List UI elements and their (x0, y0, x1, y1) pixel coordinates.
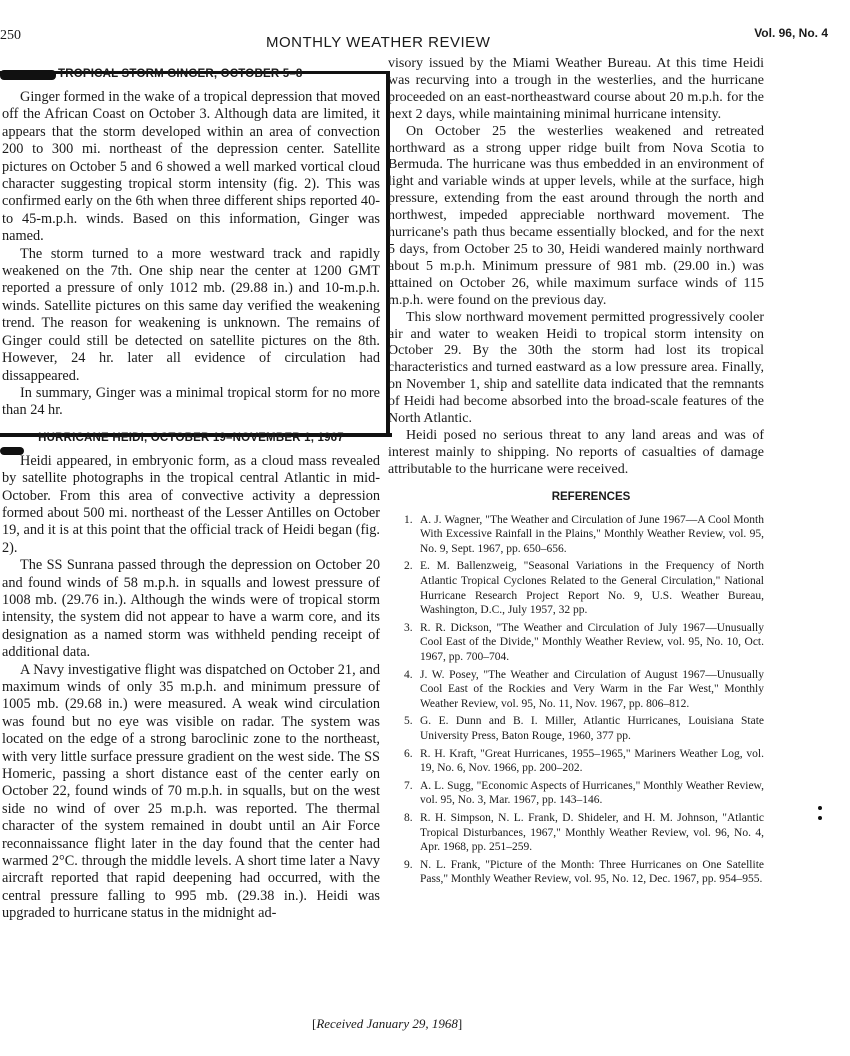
volume-label: Vol. 96, No. 4 (754, 26, 828, 40)
reference-text: R. H. Kraft, "Great Hurricanes, 1955–1965," Mariners Weather Log, vol. 19, No. 6, Nov. 1966, pp. 200–202. (420, 747, 764, 775)
paragraph: The SS Sunrana passed through the depression on October 20 and found winds of 58 m.p.h. in squalls and lowest pressure of 1008 mb. (29.76 in.). Although the winds were of tropical storm intensity, the system did not appear to have a warm core, and its designation as a named storm was withheld pending receipt of additional data. (2, 557, 380, 661)
reference-item (404, 779, 764, 808)
journal-title: MONTHLY WEATHER REVIEW (266, 34, 491, 51)
page-number: 250 (0, 28, 21, 43)
reference-text: N. L. Frank, "Picture of the Month: Three Hurricanes on One Satellite Pass," Monthly Weather Review, vol. 95, No. 12, Dec. 1967, pp. 954–955. (420, 858, 764, 886)
section-heading-ginger: TROPICAL STORM GINGER, OCTOBER 5–8 (58, 68, 303, 80)
reference-number: 5. (404, 715, 413, 728)
reference-number: 4. (404, 668, 413, 681)
references-list (388, 513, 764, 887)
margin-dot (818, 806, 822, 810)
paragraph: Heidi appeared, in embryonic form, as a cloud mass revealed by satellite photographs in the tropical central Atlantic in mid-October. From this area of convective activity a depression formed about 500 mi. northeast of the Lesser Antilles on October 19, and it is at this point that the official track of Heidi began (fig. 2). (2, 452, 380, 556)
paragraph: Ginger formed in the wake of a tropical depression that moved off the African Coast on October 3. Although data are limited, it appears that the storm developed within an area of convection 200 to 300 mi. northeast of the depression center. Satellite pictures on October 5 and 6 showed a well marked vortical cloud character suggesting tropical storm intensity (fig. 2). This was confirmed early on the 6th when three different ships reported 40- to 45-m.p.h. winds. Based on this information, Ginger was named. (2, 89, 380, 245)
paragraph: The storm turned to a more westward track and rapidly weakened on the 7th. One ship near the center at 1200 GMT reported a pressure of only 1012 mb. (29.88 in.) and 10-m.p.h. winds. Satellite pictures on this same day verified the weakening trend. The reason for weakening is unknown. The remains of Ginger could still be detected on satellite pictures on the 8th. However, 24 hr. later all evidence of circulation had dissappeared. (2, 245, 380, 384)
reference-item (404, 714, 764, 743)
section-heading-heidi: HURRICANE HEIDI, OCTOBER 19–NOVEMBER 1, 1967 (38, 431, 344, 444)
reference-item (404, 811, 764, 855)
reference-number: 3. (404, 621, 413, 634)
reference-number: 9. (404, 858, 413, 871)
reference-item (404, 621, 764, 665)
reference-text: A. J. Wagner, "The Weather and Circulation of June 1967—A Cool Month With Excessive Rainfall in the Plains," Monthly Weather Review, vol. 95, No. 9, Sept. 1967, pp. 650–656. (420, 513, 764, 555)
received-note: [Received January 29, 1968] (312, 1016, 463, 1031)
reference-item (404, 513, 764, 557)
paragraph: On October 25 the westerlies weakened and retreated northward as a strong upper ridge built from Nova Scotia to Bermuda. The hurricane was thus embedded in an environment of light and variable winds at upper levels, while at the surface, high pressure, extending from the east around through the north and northwest, impeded appreciable northward movement. The hurricane's path thus became essentially blocked, and for the next 5 days, from October 25 to 30, Heidi wandered mainly northward about 5 m.p.h. Minimum pressure of 981 mb. (29.00 in.) was attained on October 26, while maximum surface winds of 115 m.p.h. were found on the previous day. (388, 123, 764, 308)
right-column (388, 56, 764, 890)
reference-text: G. E. Dunn and B. I. Miller, Atlantic Hurricanes, Louisiana State University Press, Baton Rouge, 1960, 377 pp. (420, 715, 764, 742)
reference-item (404, 559, 764, 617)
reference-number: 7. (404, 779, 413, 792)
paragraph: This slow northward movement permitted progressively cooler air and water to weaken Heidi to tropical storm intensity on October 29. By the 30th the storm had lost its tropical characteristics and turned eastward as a low pressure area. Finally, on November 1, ship and satellite data indicated that the remnants of Heidi had become absorbed into the broad-scale features of the North Atlantic. (388, 309, 764, 427)
paragraph-continued: visory issued by the Miami Weather Bureau. At this time Heidi was recurving into a trough in the westerlies, and the hurricane proceeded on an east-northeastward course about 20 m.p.h. for the next 2 days, while maintaining minimal hurricane intensity. (388, 56, 764, 122)
reference-text: R. R. Dickson, "The Weather and Circulation of July 1967—Unusually Cool East of the Divide," Monthly Weather Review, vol. 95, No. 10, Oct. 1967, pp. 700–704. (420, 621, 764, 663)
reference-text: J. W. Posey, "The Weather and Circulation of August 1967—Unusually Cool East of the Rockies and Very Warm in the Far West," Monthly Weather Review, vol. 95, No. 11, Nov. 1967, pp. 806–812. (420, 668, 764, 710)
paragraph: Heidi posed no serious threat to any land areas and was of interest mainly to shipping. No reports of casualties of damage attributable to the hurricane were received. (388, 427, 764, 477)
references-heading: REFERENCES (551, 490, 631, 503)
reference-item (404, 668, 764, 712)
reference-text: E. M. Ballenzweig, "Seasonal Variations in the Frequency of North Atlantic Tropical Cyclones Related to the General Circulation," National Hurricane Research Project Report No. 9, U.S. Weather Bureau, Washington, D.C., July 1957, 32 pp. (420, 560, 764, 617)
reference-text: A. L. Sugg, "Economic Aspects of Hurricanes," Monthly Weather Review, vol. 95, No. 3, Mar. 1967, pp. 143–146. (420, 779, 764, 807)
reference-number: 1. (404, 513, 413, 526)
reference-number: 2. (404, 560, 413, 573)
reference-item (404, 858, 764, 887)
paragraph: In summary, Ginger was a minimal tropical storm for no more than 24 hr. (2, 384, 380, 419)
reference-number: 6. (404, 747, 413, 760)
reference-text: R. H. Simpson, N. L. Frank, D. Shideler, and H. M. Johnson, "Atlantic Tropical Disturbances, 1967," Monthly Weather Review, vol. 96, No. 4, Apr. 1968, pp. 251–259. (420, 811, 764, 854)
left-column (2, 68, 380, 923)
reference-number: 8. (404, 811, 413, 824)
reference-item (404, 747, 764, 776)
margin-dot (818, 816, 822, 820)
paragraph: A Navy investigative flight was dispatched on October 21, and maximum winds of only 35 m.p.h. and minimum pressure of 1005 mb. (29.68 in.) were measured. A weak wind circulation was found but no eye was visible on radar. The system was located on the edge of a strong baroclinic zone to the northeast, with very little surface pressure gradient on the west side. The SS Homeric, passing a short distance east of the center early on October 22, found winds of 70 m.p.h. in squalls, but on the west side no wind of over 25 m.p.h. was reported. The thermal character of the system remained in doubt until an Air Force reconnaissance flight later in the day found that the center had warmed 2°C. through the middle levels. A short time later a Navy aircraft reported that rapid deepening had occurred, with the central pressure falling to 995 mb. (29.38 in.). Heidi was upgraded to hurricane status in the midnight ad- (2, 661, 380, 922)
